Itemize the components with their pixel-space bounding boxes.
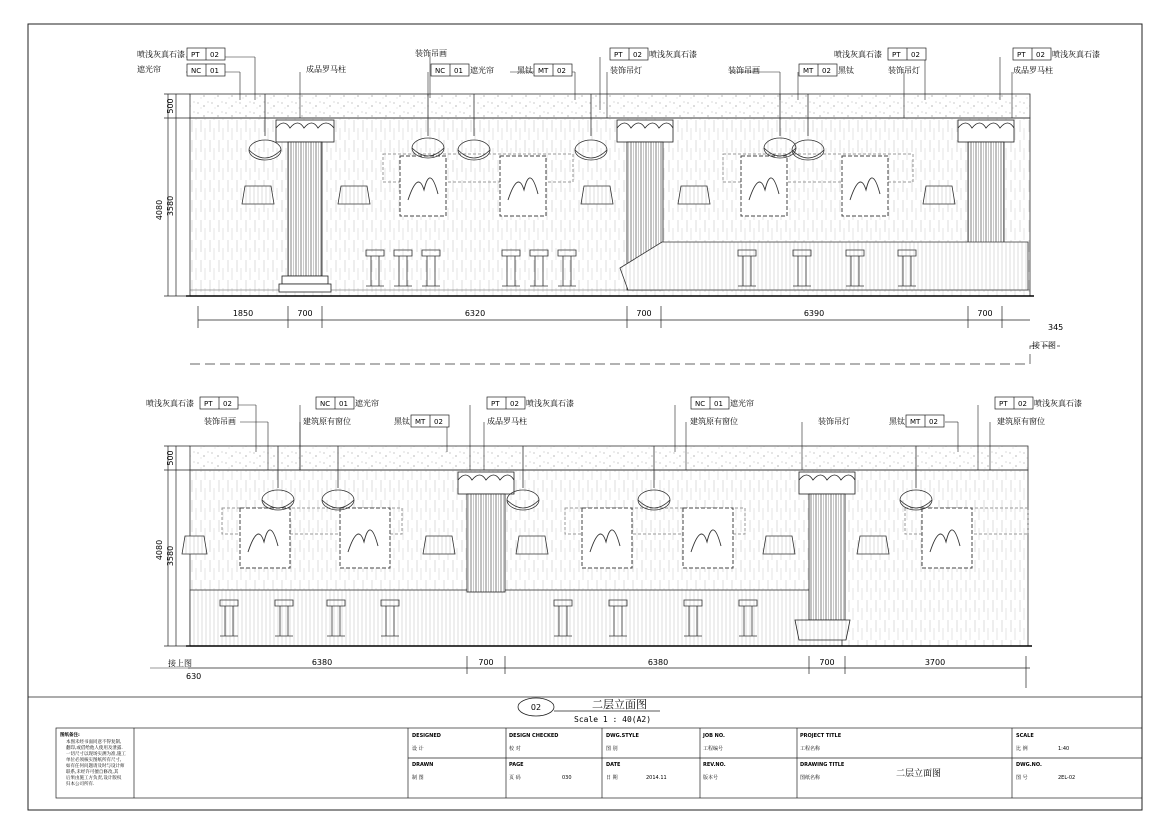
tag-number: 02: [1018, 400, 1027, 408]
date-value: 2014.11: [646, 775, 667, 781]
bottom-elevation: [146, 397, 1082, 688]
dim-6390: 6390: [803, 309, 825, 318]
tag-code: NC: [320, 400, 331, 408]
project-title-cn: 工程名称: [800, 746, 821, 752]
tag-code: MT: [803, 67, 814, 75]
callout-chandelier-label: 装饰吊灯: [610, 66, 642, 75]
page-cn: 页 码: [509, 775, 521, 781]
tag-code: MT: [538, 67, 549, 75]
drawing-scale-text: Scale 1 : 40(A2): [574, 715, 652, 724]
date-cn: 日 期: [606, 775, 618, 781]
callout-picture-label: 装饰吊画: [204, 417, 236, 426]
callout-paint-label: 喷浅灰真石漆: [137, 50, 185, 59]
tag-number: 01: [714, 400, 723, 408]
dim-345: 345: [1048, 323, 1064, 332]
note-line: 图纸备注:: [60, 733, 80, 738]
notes-block: [60, 731, 126, 787]
callout-paint-label: 喷浅灰真石漆: [649, 50, 697, 59]
callout-column-label: 成品罗马柱: [1013, 66, 1053, 75]
tag-number: 02: [510, 400, 519, 408]
dim-630: 630: [186, 672, 202, 681]
tag-code: PT: [191, 51, 200, 59]
dim-height-total: 4080: [155, 539, 164, 561]
material-tag: [691, 397, 729, 409]
dwg-no-label: DWG.NO.: [1016, 762, 1042, 768]
material-tag: [431, 64, 469, 76]
dim-6320: 6320: [464, 309, 486, 318]
drawn-label: DRAWN: [412, 762, 434, 768]
scale-cn: 比 例: [1016, 746, 1028, 752]
tag-code: PT: [1017, 51, 1026, 59]
design-checked-cn: 校 对: [509, 746, 521, 752]
note-line: 联系,未经许可擅自修改,其: [66, 770, 119, 775]
dim-6380-b: 6380: [647, 658, 669, 667]
tag-code: NC: [695, 400, 706, 408]
job-no-cn: 工程编号: [703, 746, 724, 752]
material-tag: [1013, 48, 1051, 60]
dim-700-a: 700: [297, 309, 313, 318]
tag-number: 02: [911, 51, 920, 59]
material-tag: [610, 48, 648, 60]
material-tag: [316, 397, 354, 409]
drawing-title: [28, 697, 1142, 724]
callout-titanium-label: 黑钛: [394, 417, 410, 426]
callout-window-label: 建筑原有窗位: [997, 417, 1045, 426]
material-tag: [799, 64, 837, 76]
dwg-style-cn: 图 别: [606, 746, 618, 752]
dwg-no-cn: 图 号: [1016, 775, 1028, 781]
callout-column-label: 成品罗马柱: [306, 65, 346, 74]
note-line: 翻印,或借给他人使用及泄露.: [66, 746, 123, 751]
callout-titanium-label: 黑钛: [838, 66, 854, 75]
note-line: 本图未经书面同意不得复制,: [66, 740, 122, 745]
dim-700-a: 700: [478, 658, 494, 667]
top-horizontal-dimension-line: [198, 306, 1030, 328]
material-tag: [411, 415, 449, 427]
tag-code: NC: [191, 67, 202, 75]
tag-number: 02: [210, 51, 219, 59]
tag-code: PT: [614, 51, 623, 59]
material-tag: [187, 48, 225, 60]
material-tag: [995, 397, 1033, 409]
title-block: [56, 728, 1142, 798]
designed-cn: 设 计: [412, 746, 424, 752]
date-label: DATE: [606, 762, 621, 768]
note-line: 单位必须核实图纸所有尺寸,: [66, 758, 122, 763]
note-line: 一切尺寸以现场实测为准,施工: [66, 752, 126, 757]
rev-no-label: REV.NO.: [703, 762, 726, 768]
tag-number: 02: [822, 67, 831, 75]
note-line: 如有任何问题请及时与设计师: [66, 764, 125, 769]
dim-1850: 1850: [232, 309, 254, 318]
callout-paint-label: 喷浅灰真石漆: [526, 399, 574, 408]
tag-number: 01: [339, 400, 348, 408]
callout-chandelier-label: 装饰吊灯: [818, 417, 850, 426]
tag-number: 02: [223, 400, 232, 408]
callout-titanium-label: 黑钛: [889, 417, 905, 426]
page-label: PAGE: [509, 762, 524, 768]
dim-700-b: 700: [636, 309, 652, 318]
tag-code: PT: [892, 51, 901, 59]
dim-6380-a: 6380: [311, 658, 333, 667]
tag-code: PT: [491, 400, 500, 408]
tag-number: 02: [1036, 51, 1045, 59]
callout-paint-label: 喷浅灰真石漆: [146, 399, 194, 408]
callout-curtain-label: 遮光帘: [470, 66, 494, 75]
callout-column-label: 成品罗马柱: [487, 417, 527, 426]
page-value: 030: [562, 775, 572, 781]
note-line: 归本公司所有.: [66, 782, 95, 787]
callout-picture-label: 装饰吊画: [728, 66, 760, 75]
rev-no-cn: 版本号: [703, 775, 719, 781]
tag-number: 02: [434, 418, 443, 426]
callout-curtain-label: 遮光帘: [137, 65, 161, 74]
tag-code: NC: [435, 67, 446, 75]
tag-code: PT: [999, 400, 1008, 408]
design-checked-label: DESIGN CHECKED: [509, 733, 559, 739]
dim-height-upper: 500: [166, 98, 175, 114]
tag-code: MT: [415, 418, 426, 426]
material-tag: [487, 397, 525, 409]
material-tag: [906, 415, 944, 427]
callout-paint-label: 喷浅灰真石漆: [1052, 50, 1100, 59]
continue-below-label: 接下图: [1032, 341, 1056, 350]
drawing-number: 02: [530, 703, 542, 712]
tag-code: MT: [910, 418, 921, 426]
callout-picture-label: 装饰吊画: [415, 49, 447, 58]
material-tag: [888, 48, 926, 60]
dim-height-upper: 500: [166, 450, 175, 466]
drawing-title-value: 二层立面图: [896, 769, 942, 779]
title-block-fields: [412, 733, 1075, 781]
scale-value: 1:40: [1058, 746, 1070, 752]
drawing-title-text: 二层立面图: [592, 698, 647, 711]
material-tag: [200, 397, 238, 409]
top-elevation: [137, 48, 1100, 364]
bottom-ceiling-band: [190, 446, 1028, 470]
designed-label: DESIGNED: [412, 733, 441, 739]
dim-height-lower: 3580: [166, 545, 175, 567]
callout-window-label: 建筑原有窗位: [303, 417, 351, 426]
tag-number: 01: [454, 67, 463, 75]
callout-curtain-label: 遮光帘: [730, 399, 754, 408]
tag-number: 02: [929, 418, 938, 426]
callout-window-label: 建筑原有窗位: [690, 417, 738, 426]
tag-number: 01: [210, 67, 219, 75]
dim-700-b: 700: [819, 658, 835, 667]
tag-number: 02: [633, 51, 642, 59]
top-vertical-dimensions: [164, 94, 190, 296]
drawn-cn: 制 图: [412, 775, 424, 781]
dwg-style-label: DWG.STYLE: [606, 733, 639, 739]
material-tag: [534, 64, 572, 76]
scale-label: SCALE: [1016, 733, 1034, 739]
callout-paint-label: 喷浅灰真石漆: [834, 50, 882, 59]
continuation-break-line: [190, 346, 1060, 364]
tag-code: PT: [204, 400, 213, 408]
drawing-title-label: DRAWING TITLE: [800, 762, 845, 768]
callout-curtain-label: 遮光帘: [355, 399, 379, 408]
dim-height-lower: 3580: [166, 195, 175, 217]
callout-paint-label: 喷浅灰真石漆: [1034, 399, 1082, 408]
callout-titanium-label: 黑钛: [517, 66, 533, 75]
bar-counter: [620, 242, 1028, 290]
callout-chandelier-label: 装饰吊灯: [888, 66, 920, 75]
tag-number: 02: [557, 67, 566, 75]
dim-700-c: 700: [977, 309, 993, 318]
drawing-title-cn: 图纸名称: [800, 775, 821, 781]
note-line: 后果由施工方负责,设计版权: [66, 776, 122, 781]
project-title-label: PROJECT TITLE: [800, 733, 842, 739]
material-tag: [187, 64, 225, 76]
dim-3700: 3700: [924, 658, 946, 667]
dim-height-total: 4080: [155, 199, 164, 221]
job-no-label: JOB NO.: [703, 733, 725, 739]
dwg-no-value: 2EL-02: [1058, 775, 1076, 781]
continue-above-label: 接上图: [168, 659, 192, 668]
